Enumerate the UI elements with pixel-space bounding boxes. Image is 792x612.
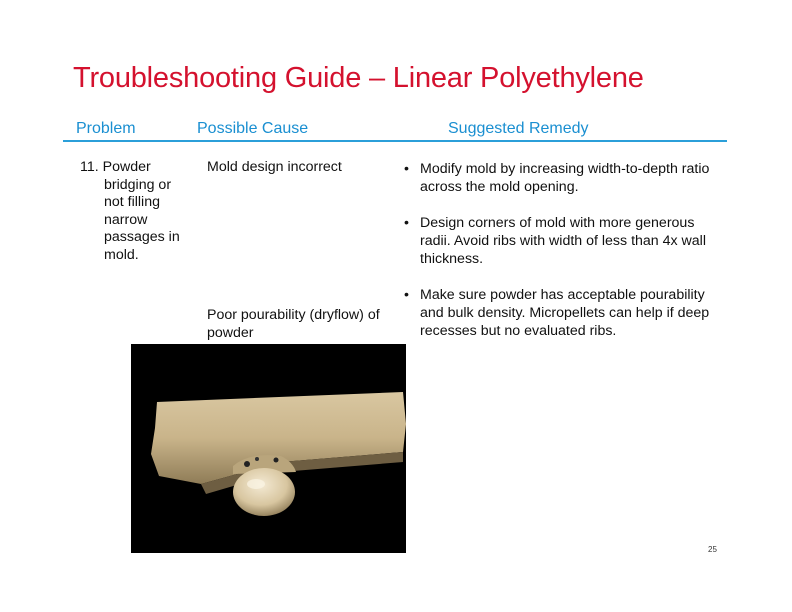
header-suggested-remedy: Suggested Remedy: [448, 120, 589, 137]
header-divider: [63, 140, 727, 142]
problem-line: narrow: [104, 211, 148, 228]
remedy-item: • Design corners of mold with more generous radii. Avoid ribs with width of less than 4x wall thickness.: [404, 214, 724, 268]
cause-mold-design: Mold design incorrect: [207, 159, 342, 175]
problem-description: [80, 159, 200, 264]
slide-title: Troubleshooting Guide – Linear Polyethylene: [73, 62, 644, 94]
page-number: 25: [708, 545, 717, 554]
remedy-item: • Make sure powder has acceptable pourability and bulk density. Micropellets can help if deep recesses but no evaluated ribs.: [404, 286, 724, 340]
problem-number-line: 11. Powder: [80, 159, 151, 175]
remedy-list: [404, 160, 724, 340]
header-problem: Problem: [76, 120, 136, 137]
problem-line: not filling: [104, 194, 160, 210]
bridging-defect-image: [131, 344, 406, 553]
header-possible-cause: Possible Cause: [197, 120, 309, 137]
cause-poor-pourability: Poor pourability (dryflow) of powder: [207, 307, 380, 341]
problem-line: passages in: [104, 229, 180, 245]
remedy-item: • Modify mold by increasing width-to-depth ratio across the mold opening.: [404, 160, 724, 196]
molded-part-photo: [131, 344, 406, 553]
problem-line: mold.: [104, 246, 139, 263]
problem-line: bridging or: [104, 176, 172, 193]
